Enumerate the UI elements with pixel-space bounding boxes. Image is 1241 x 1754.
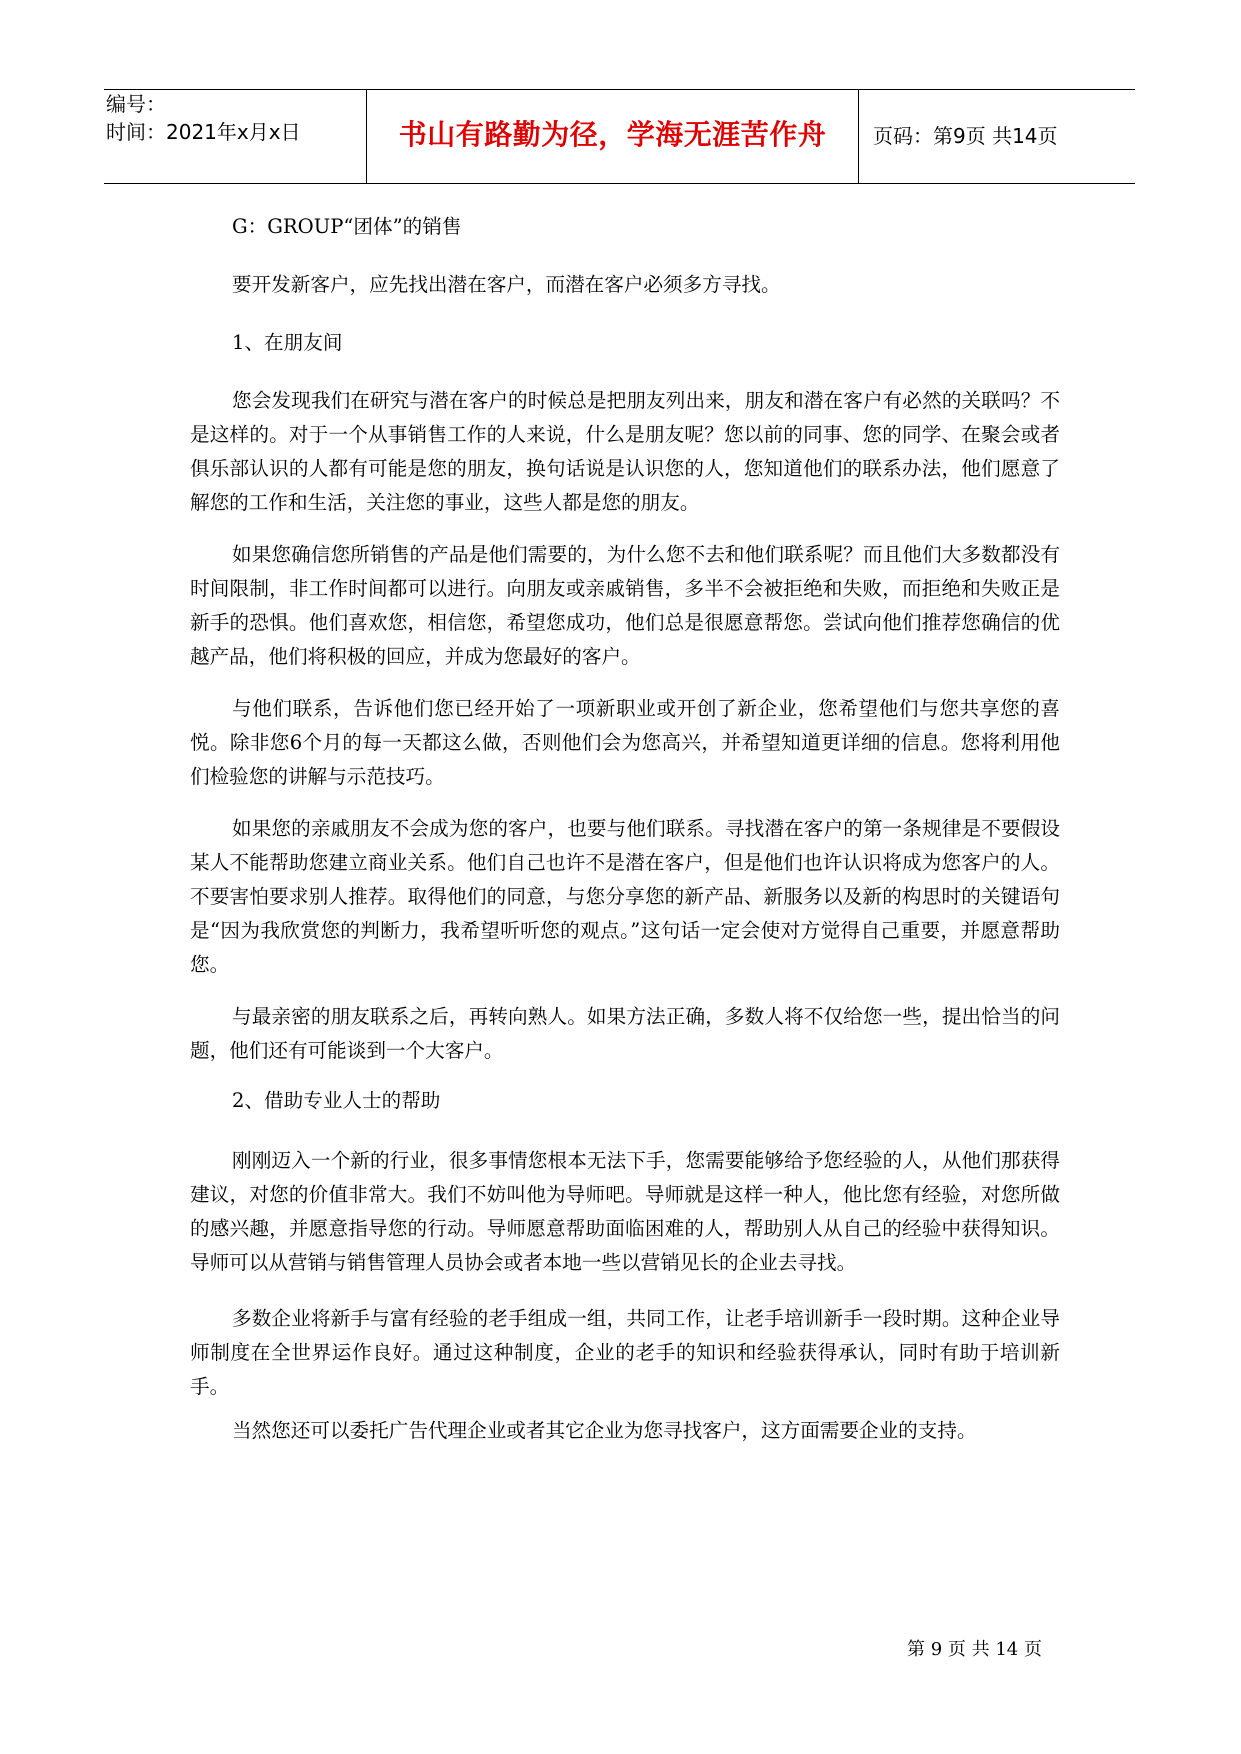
heading-professionals: 2、借助专业人士的帮助 <box>232 1089 441 1112</box>
paragraph-friends-2: 如果您确信您所销售的产品是他们需要的，为什么您不去和他们联系呢？而且他们大多数都没有时间限制，非工作时间都可以进行。向朋友或亲戚销售，多半不会被拒绝和失败，而拒绝和失败正是新手的恐惧。他们喜欢您，相信您，希望您成功，他们总是很愿意帮您。尝试向他们推荐您确信的优越产品，他们将积极的回应，并成为您最好的客户。 <box>190 543 1060 668</box>
header-page-cell <box>859 90 1135 183</box>
paragraph-friends-5: 与最亲密的朋友联系之后，再转向熟人。如果方法正确，多数人将不仅给您一些，提出恰当的问题，他们还有可能谈到一个大客户。 <box>190 1005 1060 1062</box>
paragraph-agency: 当然您还可以委托广告代理企业或者其它企业为您寻找客户，这方面需要企业的支持。 <box>232 1419 977 1442</box>
page-footer-number: 第 9 页 共 14 页 <box>907 1639 1042 1660</box>
document-time-label: 时间：2021年x月x日 <box>106 120 301 144</box>
paragraph-friends-1: 您会发现我们在研究与潜在客户的时候总是把朋友列出来，朋友和潜在客户有必然的关联吗？不是这样的。对于一个从事销售工作的人来说，什么是朋友呢？您以前的同事、您的同学、在聚会或者俱乐部认识的人都有可能是您的朋友，换句话说是认识您的人，您知道他们的联系办法，他们愿意了解您的工作和生活，关注您的事业，这些人都是您的朋友。 <box>190 389 1060 514</box>
header-motto-cell <box>366 90 859 183</box>
document-header <box>104 89 1135 184</box>
header-motto: 书山有路勤为径，学海无涯苦作舟 <box>398 118 827 151</box>
section-title-group: G：GROUP“团体”的销售 <box>232 215 462 238</box>
paragraph-mentor-1: 刚刚迈入一个新的行业，很多事情您根本无法下手，您需要能够给予您经验的人，从他们那获得建议，对您的价值非常大。我们不妨叫他为导师吧。导师就是这样一种人，他比您有经验，对您所做的感兴趣，并愿意指导您的行动。导师愿意帮助面临困难的人，帮助别人从自己的经验中获得知识。导师可以从营销与销售管理人员协会或者本地一些以营销见长的企业去寻找。 <box>190 1149 1060 1274</box>
paragraph-friends-3: 与他们联系，告诉他们您已经开始了一项新职业或开创了新企业，您希望他们与您共享您的喜悦。除非您6个月的每一天都这么做，否则他们会为您高兴，并希望知道更详细的信息。您将利用他们检验您的讲解与示范技巧。 <box>190 697 1060 788</box>
header-meta-cell <box>104 90 366 183</box>
heading-friends: 1、在朋友间 <box>232 331 343 354</box>
document-number-label: 编号： <box>106 92 166 116</box>
paragraph-friends-4: 如果您的亲戚朋友不会成为您的客户，也要与他们联系。寻找潜在客户的第一条规律是不要假设某人不能帮助您建立商业关系。他们自己也许不是潜在客户，但是他们也许认识将成为您客户的人。不要害怕要求别人推荐。取得他们的同意，与您分享您的新产品、新服务以及新的构思时的关键语句是“因为我欣赏您的判断力，我希望听听您的观点。”这句话一定会使对方觉得自己重要，并愿意帮助您。 <box>190 817 1060 976</box>
intro-paragraph: 要开发新客户，应先找出潜在客户，而潜在客户必须多方寻找。 <box>232 273 781 296</box>
header-page-code: 页码：第9页 共14页 <box>873 124 1058 148</box>
paragraph-mentor-2: 多数企业将新手与富有经验的老手组成一组，共同工作，让老手培训新手一段时期。这种企业导师制度在全世界运作良好。通过这种制度，企业的老手的知识和经验获得承认，同时有助于培训新手。 <box>190 1307 1060 1398</box>
